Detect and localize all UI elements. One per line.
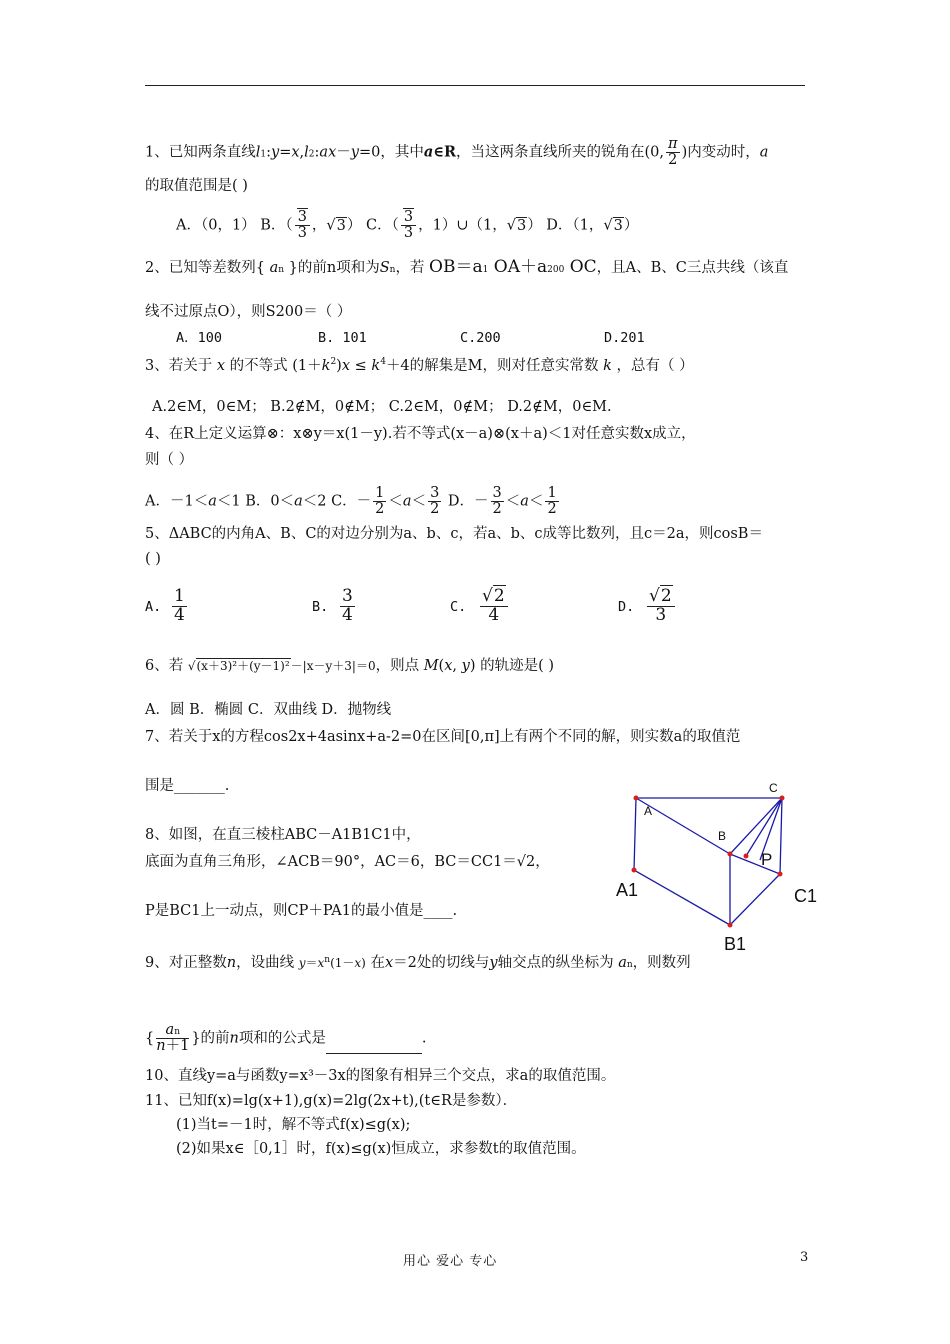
footer-text: 用心 爱心 专心: [403, 1254, 498, 1269]
q11-line1: 11、已知f(x)=lg(x+1),g(x)=2lg(2x+t),(t∈R是参数）．: [145, 1093, 518, 1109]
q7-line2: 围是_______.: [145, 778, 230, 794]
fig-label-b1: B1: [724, 934, 747, 954]
q5-opt-a-value: $\frac{1}{4}$: [174, 586, 185, 625]
q11-line2: (1)当t=－1时，解不等式f(x)≤g(x);: [176, 1117, 411, 1133]
q5-line1: 5、ΔABC的内角A、B、C的对边分别为a、b、c，若a、b、c成等比数列，且c＝2a，则cosB＝: [145, 526, 763, 542]
fig-label-c1: C1: [794, 886, 818, 906]
q4-line1: 4、在R上定义运算⊗：x⊗y＝x(1－y).若不等式(x－a)⊗(x＋a)＜1对任意实数x成立，: [145, 426, 696, 442]
q2-opt-b: B. 101: [318, 330, 367, 346]
q5-opt-b-label: B.: [312, 599, 329, 615]
fig-label-p: P: [761, 850, 773, 869]
q3-line1: 3、若关于 x 的不等式 $(1+k^2)x \le k^4+4$的解集是M，则对任意实常数 k ，总有（ ）: [145, 357, 694, 374]
q3-options: A.2∈M，0∈M； B.2∉M，0∉M； C.2∈M，0∉M； D.2∉M，0∈M.: [152, 399, 612, 415]
q2-opt-c: C.200: [460, 330, 501, 346]
q2-line2: 线不过原点O），则S200＝（ ）: [145, 304, 352, 320]
q9-line2: { $\frac{an}{n+1}$ }的前n项和的公式是 .: [145, 1022, 427, 1055]
q1-options: A．（0，1） B．（ $\frac{3}{3}$ ，√3） C．（ $\frac{3}{3}$ ，1）∪（1，√3） D．（1，√3）: [176, 209, 639, 242]
q2-line1: 2、已知等差数列{ an }的前n项和为Sn，若 OB＝a1 OA＋a200 OC，且A、B、C三点共线（该直: [145, 257, 789, 277]
q5-line2: ( ): [145, 551, 161, 567]
fig-label-a: A: [644, 804, 653, 818]
q11-line3: (2)如果x∈［0,1］时，f(x)≤g(x)恒成立，求参数t的取值范围。: [176, 1141, 586, 1157]
q5-opt-d-label: D.: [618, 599, 635, 615]
q1-line2: 的取值范围是( ): [145, 178, 248, 194]
prism-figure: [600, 770, 825, 960]
q9-line1: 9、对正整数n，设曲线 $y=x^n(1-x)$ 在x＝2处的切线与y轴交点的纵坐标为 an，则数列: [145, 955, 691, 971]
q4-options: A．－1＜a＜1 B．0＜a＜2 C．－ $\frac{1}{2}$ ＜a＜ $\frac{3}{2}$ D．－ $\frac{3}{2}$ ＜a＜ $\frac{1}{2}$: [145, 485, 557, 518]
q1-line1: 1、已知两条直线l1:y=x,l2:ax－y=0，其中a∈R，当这两条直线所夹的锐角在(0, $\frac{\pi}{2}$ )内变动时，a: [145, 136, 769, 169]
fig-label-c: C: [769, 781, 778, 795]
q7-line1: 7、若关于x的方程cos2x+4asinx+a-2=0在区间[0,π]上有两个不同的解，则实数a的取值范: [145, 729, 741, 745]
header-rule: [145, 85, 805, 86]
q8-line3: P是BC1上一动点，则CP＋PA1的最小值是____.: [145, 903, 458, 919]
q5-opt-a-label: A.: [145, 599, 162, 615]
q5-opt-b-value: $\frac{3}{4}$: [342, 586, 353, 625]
q2-opt-d: D.201: [604, 330, 645, 346]
q5-opt-c-label: C.: [450, 599, 467, 615]
q5-opt-d-value: $\frac{√2}{3}$: [645, 588, 677, 625]
q2-opt-a: A．100: [176, 330, 223, 346]
page-number: 3: [800, 1250, 809, 1265]
q5-opt-c-value: $\frac{√2}{4}$: [478, 588, 510, 625]
q4-line2: 则（ ）: [145, 452, 194, 468]
q6-line1: 6、若 √(x＋3)²＋(y－1)²－|x－y＋3|＝0，则点 M(x, y) 的轨迹是( ): [145, 658, 555, 674]
q6-options: A．圆 B．椭圆 C．双曲线 D．抛物线: [145, 702, 392, 718]
q8-line1: 8、如图，在直三棱柱ABC－A1B1C1中，: [145, 827, 421, 843]
fig-label-b: B: [718, 829, 727, 843]
q10-line1: 10、直线y=a与函数y=x³－3x的图象有相异三个交点，求a的取值范围。: [145, 1068, 616, 1084]
fig-label-a1: A1: [616, 880, 639, 900]
q8-line2: 底面为直角三角形，∠ACB＝90°，AC＝6，BC＝CC1＝√2，: [145, 854, 550, 870]
